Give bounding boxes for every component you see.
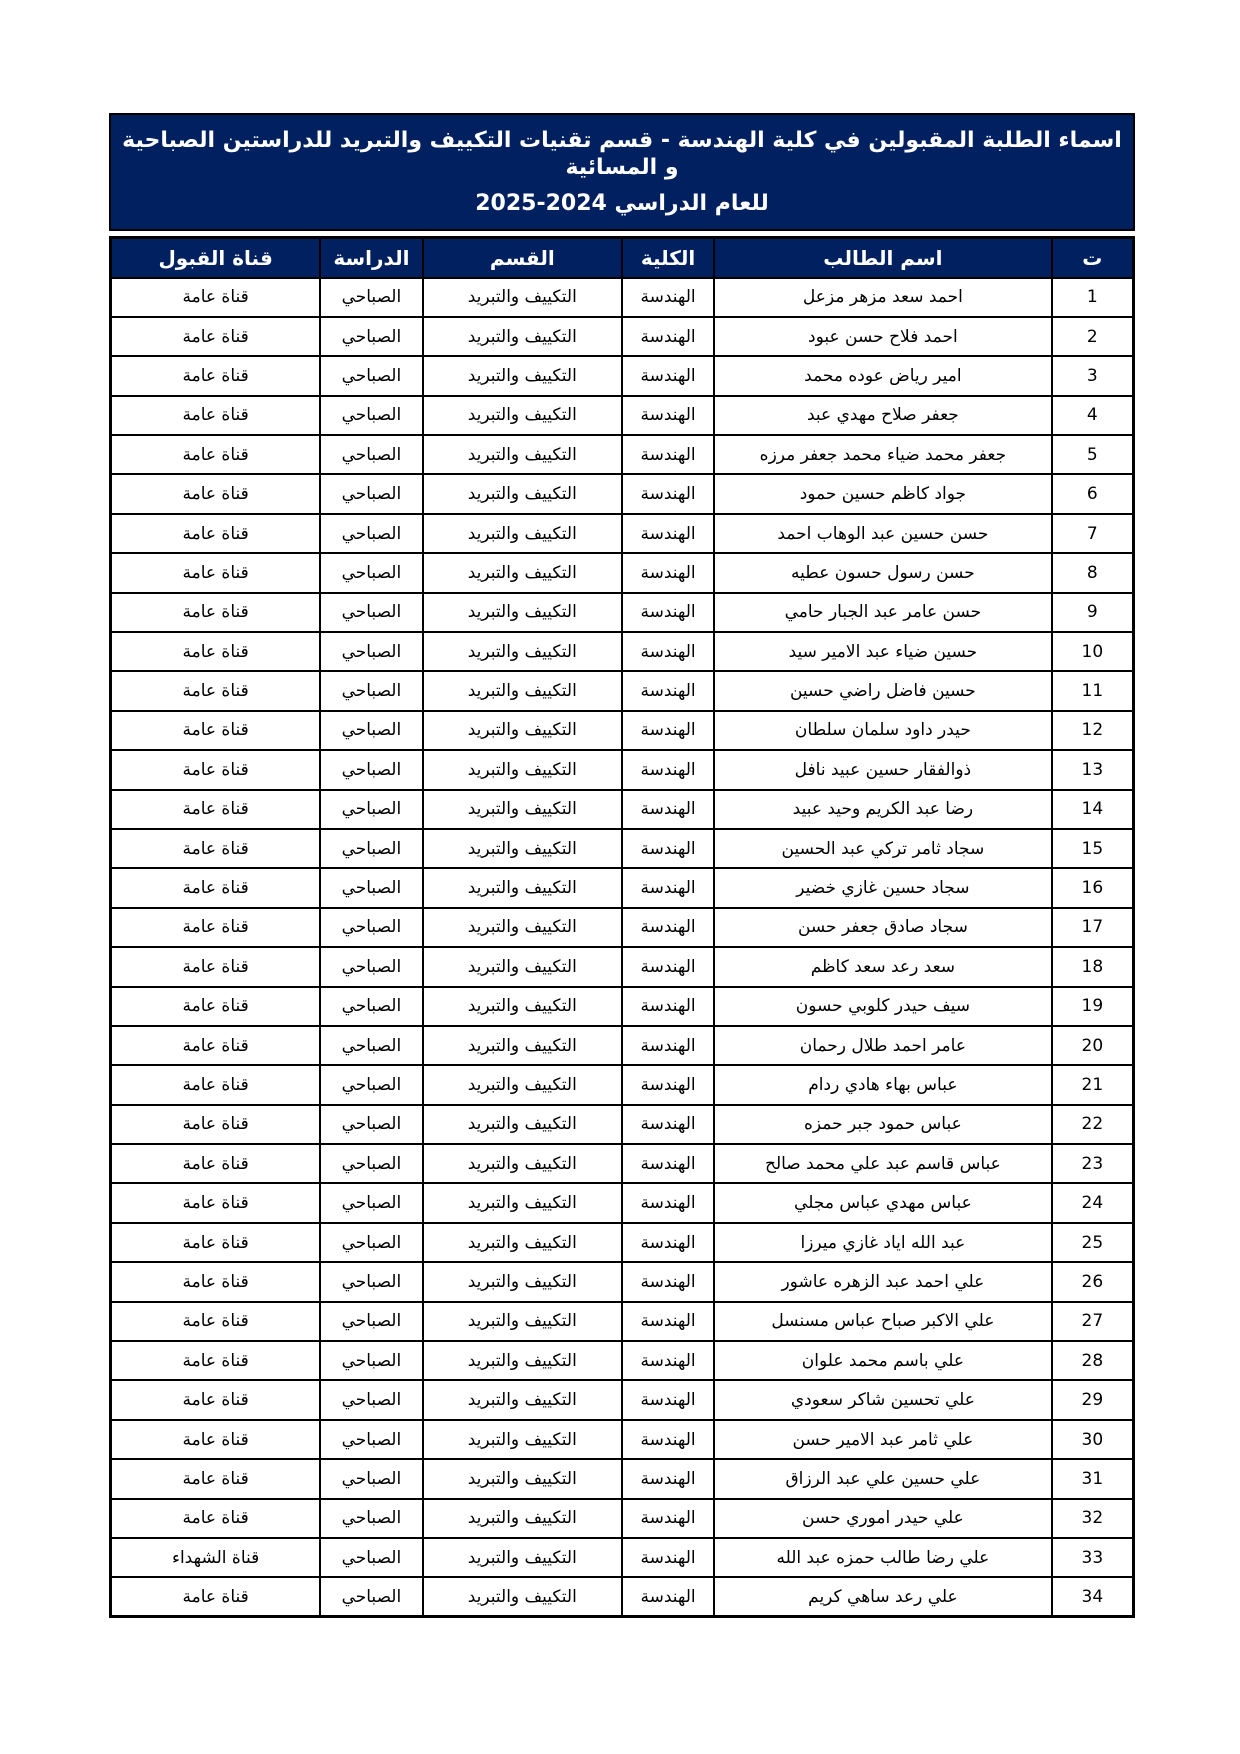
table-row <box>111 632 1134 671</box>
cell-channel: قناة عامة <box>111 1577 321 1616</box>
cell-dept: التكييف والتبريد <box>423 1065 622 1104</box>
cell-college: الهندسة <box>622 632 714 671</box>
cell-dept: التكييف والتبريد <box>423 908 622 947</box>
cell-no: 9 <box>1052 593 1134 632</box>
cell-name: عبد الله اياد غازي ميرزا <box>714 1223 1052 1262</box>
column-header-no: ت <box>1052 238 1134 278</box>
cell-college: الهندسة <box>622 317 714 356</box>
cell-college: الهندسة <box>622 1065 714 1104</box>
cell-name: حسين ضياء عبد الامير سيد <box>714 632 1052 671</box>
cell-name: سجاد صادق جعفر حسن <box>714 908 1052 947</box>
cell-name: ذوالفقار حسين عبيد نافل <box>714 750 1052 789</box>
cell-no: 2 <box>1052 317 1134 356</box>
cell-study: الصباحي <box>320 1538 422 1577</box>
cell-college: الهندسة <box>622 356 714 395</box>
cell-no: 4 <box>1052 396 1134 435</box>
cell-study: الصباحي <box>320 1380 422 1419</box>
cell-channel: قناة عامة <box>111 593 321 632</box>
table-row <box>111 1577 1134 1616</box>
cell-channel: قناة عامة <box>111 1144 321 1183</box>
cell-dept: التكييف والتبريد <box>423 553 622 592</box>
cell-name: علي حيدر اموري حسن <box>714 1499 1052 1538</box>
header-row <box>111 238 1134 278</box>
cell-name: امير رياض عوده محمد <box>714 356 1052 395</box>
cell-dept: التكييف والتبريد <box>423 593 622 632</box>
cell-college: الهندسة <box>622 1262 714 1301</box>
cell-college: الهندسة <box>622 908 714 947</box>
cell-study: الصباحي <box>320 356 422 395</box>
cell-no: 33 <box>1052 1538 1134 1577</box>
cell-channel: قناة عامة <box>111 987 321 1026</box>
cell-study: الصباحي <box>320 278 422 317</box>
cell-dept: التكييف والتبريد <box>423 947 622 986</box>
cell-channel: قناة عامة <box>111 1380 321 1419</box>
table-row <box>111 908 1134 947</box>
cell-no: 1 <box>1052 278 1134 317</box>
cell-name: عامر احمد طلال رحمان <box>714 1026 1052 1065</box>
table-row <box>111 868 1134 907</box>
cell-college: الهندسة <box>622 987 714 1026</box>
cell-college: الهندسة <box>622 1341 714 1380</box>
cell-no: 26 <box>1052 1262 1134 1301</box>
cell-college: الهندسة <box>622 435 714 474</box>
cell-study: الصباحي <box>320 671 422 710</box>
cell-channel: قناة عامة <box>111 514 321 553</box>
cell-study: الصباحي <box>320 1577 422 1616</box>
cell-no: 28 <box>1052 1341 1134 1380</box>
cell-college: الهندسة <box>622 1538 714 1577</box>
cell-no: 30 <box>1052 1420 1134 1459</box>
cell-study: الصباحي <box>320 868 422 907</box>
cell-name: سجاد ثامر تركي عبد الحسين <box>714 829 1052 868</box>
cell-channel: قناة عامة <box>111 1499 321 1538</box>
cell-channel: قناة عامة <box>111 435 321 474</box>
cell-study: الصباحي <box>320 790 422 829</box>
cell-no: 11 <box>1052 671 1134 710</box>
table-row <box>111 514 1134 553</box>
cell-channel: قناة عامة <box>111 1262 321 1301</box>
cell-no: 32 <box>1052 1499 1134 1538</box>
cell-no: 22 <box>1052 1105 1134 1144</box>
cell-no: 29 <box>1052 1380 1134 1419</box>
cell-channel: قناة عامة <box>111 396 321 435</box>
cell-no: 21 <box>1052 1065 1134 1104</box>
cell-dept: التكييف والتبريد <box>423 1302 622 1341</box>
column-header-dept: القسم <box>423 238 622 278</box>
cell-dept: التكييف والتبريد <box>423 711 622 750</box>
cell-channel: قناة عامة <box>111 1065 321 1104</box>
table-row <box>111 1026 1134 1065</box>
table-row <box>111 1105 1134 1144</box>
table-row <box>111 987 1134 1026</box>
cell-study: الصباحي <box>320 1105 422 1144</box>
table-row <box>111 1380 1134 1419</box>
cell-college: الهندسة <box>622 1026 714 1065</box>
cell-name: عباس مهدي عباس مجلي <box>714 1183 1052 1222</box>
table-row <box>111 1065 1134 1104</box>
cell-name: حيدر داود سلمان سلطان <box>714 711 1052 750</box>
cell-channel: قناة عامة <box>111 908 321 947</box>
cell-study: الصباحي <box>320 1223 422 1262</box>
column-header-name: اسم الطالب <box>714 238 1052 278</box>
cell-name: علي تحسين شاكر سعودي <box>714 1380 1052 1419</box>
cell-name: احمد فلاح حسن عبود <box>714 317 1052 356</box>
cell-dept: التكييف والتبريد <box>423 1420 622 1459</box>
cell-no: 10 <box>1052 632 1134 671</box>
cell-college: الهندسة <box>622 711 714 750</box>
table-row <box>111 671 1134 710</box>
column-header-channel: قناة القبول <box>111 238 321 278</box>
cell-name: سيف حيدر كلوبي حسون <box>714 987 1052 1026</box>
cell-name: علي ثامر عبد الامير حسن <box>714 1420 1052 1459</box>
cell-no: 15 <box>1052 829 1134 868</box>
table-row <box>111 278 1134 317</box>
table-row <box>111 750 1134 789</box>
cell-channel: قناة عامة <box>111 790 321 829</box>
cell-channel: قناة عامة <box>111 356 321 395</box>
cell-dept: التكييف والتبريد <box>423 1538 622 1577</box>
cell-channel: قناة عامة <box>111 474 321 513</box>
document-title <box>109 113 1135 231</box>
cell-study: الصباحي <box>320 396 422 435</box>
table-row <box>111 1262 1134 1301</box>
cell-dept: التكييف والتبريد <box>423 396 622 435</box>
cell-no: 13 <box>1052 750 1134 789</box>
cell-dept: التكييف والتبريد <box>423 987 622 1026</box>
title-line-2: للعام الدراسي 2024‏-‏2025 <box>475 190 769 216</box>
table-row <box>111 1420 1134 1459</box>
cell-channel: قناة عامة <box>111 1223 321 1262</box>
cell-no: 16 <box>1052 868 1134 907</box>
column-header-study: الدراسة <box>320 238 422 278</box>
cell-college: الهندسة <box>622 1183 714 1222</box>
cell-study: الصباحي <box>320 711 422 750</box>
document-sheet <box>109 113 1135 1618</box>
cell-name: جعفر محمد ضياء محمد جعفر مرزه <box>714 435 1052 474</box>
cell-study: الصباحي <box>320 632 422 671</box>
table-row <box>111 1538 1134 1577</box>
cell-study: الصباحي <box>320 593 422 632</box>
cell-channel: قناة عامة <box>111 1459 321 1498</box>
cell-no: 19 <box>1052 987 1134 1026</box>
cell-college: الهندسة <box>622 1499 714 1538</box>
cell-college: الهندسة <box>622 474 714 513</box>
cell-name: علي الاكبر صباح عباس مسنسل <box>714 1302 1052 1341</box>
cell-no: 27 <box>1052 1302 1134 1341</box>
cell-name: رضا عبد الكريم وحيد عبيد <box>714 790 1052 829</box>
cell-study: الصباحي <box>320 553 422 592</box>
cell-no: 18 <box>1052 947 1134 986</box>
cell-channel: قناة عامة <box>111 947 321 986</box>
cell-college: الهندسة <box>622 1420 714 1459</box>
table-body <box>111 278 1134 1617</box>
cell-dept: التكييف والتبريد <box>423 829 622 868</box>
cell-study: الصباحي <box>320 750 422 789</box>
cell-no: 17 <box>1052 908 1134 947</box>
cell-channel: قناة عامة <box>111 829 321 868</box>
cell-name: احمد سعد مزهر مزعل <box>714 278 1052 317</box>
cell-name: جواد كاظم حسين حمود <box>714 474 1052 513</box>
cell-name: عباس حمود جبر حمزه <box>714 1105 1052 1144</box>
cell-dept: التكييف والتبريد <box>423 1577 622 1616</box>
cell-dept: التكييف والتبريد <box>423 278 622 317</box>
cell-dept: التكييف والتبريد <box>423 1341 622 1380</box>
cell-study: الصباحي <box>320 1262 422 1301</box>
cell-study: الصباحي <box>320 987 422 1026</box>
cell-college: الهندسة <box>622 593 714 632</box>
cell-study: الصباحي <box>320 1065 422 1104</box>
cell-college: الهندسة <box>622 1302 714 1341</box>
table-row <box>111 1183 1134 1222</box>
cell-study: الصباحي <box>320 1183 422 1222</box>
table-row <box>111 435 1134 474</box>
cell-study: الصباحي <box>320 908 422 947</box>
cell-dept: التكييف والتبريد <box>423 1026 622 1065</box>
cell-college: الهندسة <box>622 1105 714 1144</box>
cell-channel: قناة عامة <box>111 750 321 789</box>
cell-name: علي باسم محمد علوان <box>714 1341 1052 1380</box>
table-row <box>111 711 1134 750</box>
cell-name: حسن عامر عبد الجبار حامي <box>714 593 1052 632</box>
table-row <box>111 790 1134 829</box>
cell-college: الهندسة <box>622 829 714 868</box>
cell-college: الهندسة <box>622 1223 714 1262</box>
cell-dept: التكييف والتبريد <box>423 1105 622 1144</box>
cell-college: الهندسة <box>622 750 714 789</box>
table-row <box>111 396 1134 435</box>
cell-college: الهندسة <box>622 1459 714 1498</box>
cell-channel: قناة عامة <box>111 1302 321 1341</box>
cell-study: الصباحي <box>320 317 422 356</box>
cell-study: الصباحي <box>320 1420 422 1459</box>
cell-dept: التكييف والتبريد <box>423 1262 622 1301</box>
cell-no: 6 <box>1052 474 1134 513</box>
table-row <box>111 1499 1134 1538</box>
table-row <box>111 1144 1134 1183</box>
cell-college: الهندسة <box>622 671 714 710</box>
cell-college: الهندسة <box>622 1380 714 1419</box>
cell-name: جعفر صلاح مهدي عبد <box>714 396 1052 435</box>
cell-dept: التكييف والتبريد <box>423 356 622 395</box>
cell-no: 24 <box>1052 1183 1134 1222</box>
cell-channel: قناة عامة <box>111 632 321 671</box>
cell-dept: التكييف والتبريد <box>423 868 622 907</box>
cell-channel: قناة عامة <box>111 317 321 356</box>
cell-name: علي حسين علي عبد الرزاق <box>714 1459 1052 1498</box>
cell-college: الهندسة <box>622 514 714 553</box>
cell-dept: التكييف والتبريد <box>423 317 622 356</box>
cell-no: 3 <box>1052 356 1134 395</box>
cell-study: الصباحي <box>320 1026 422 1065</box>
table-row <box>111 553 1134 592</box>
cell-college: الهندسة <box>622 278 714 317</box>
cell-name: عباس بهاء هادي ردام <box>714 1065 1052 1104</box>
cell-no: 25 <box>1052 1223 1134 1262</box>
cell-no: 12 <box>1052 711 1134 750</box>
cell-study: الصباحي <box>320 514 422 553</box>
table-head <box>111 238 1134 278</box>
cell-channel: قناة عامة <box>111 1183 321 1222</box>
cell-dept: التكييف والتبريد <box>423 1183 622 1222</box>
cell-dept: التكييف والتبريد <box>423 1144 622 1183</box>
cell-channel: قناة عامة <box>111 1026 321 1065</box>
cell-channel: قناة عامة <box>111 868 321 907</box>
cell-college: الهندسة <box>622 553 714 592</box>
cell-dept: التكييف والتبريد <box>423 435 622 474</box>
cell-name: حسين فاضل راضي حسين <box>714 671 1052 710</box>
table-row <box>111 829 1134 868</box>
cell-no: 20 <box>1052 1026 1134 1065</box>
cell-channel: قناة عامة <box>111 1420 321 1459</box>
cell-dept: التكييف والتبريد <box>423 1499 622 1538</box>
table-row <box>111 1341 1134 1380</box>
cell-channel: قناة عامة <box>111 711 321 750</box>
cell-study: الصباحي <box>320 1144 422 1183</box>
cell-college: الهندسة <box>622 868 714 907</box>
cell-study: الصباحي <box>320 947 422 986</box>
cell-channel: قناة عامة <box>111 671 321 710</box>
cell-college: الهندسة <box>622 396 714 435</box>
cell-dept: التكييف والتبريد <box>423 514 622 553</box>
table-row <box>111 593 1134 632</box>
cell-no: 8 <box>1052 553 1134 592</box>
cell-study: الصباحي <box>320 829 422 868</box>
table-row <box>111 947 1134 986</box>
table-row <box>111 1302 1134 1341</box>
cell-no: 5 <box>1052 435 1134 474</box>
cell-no: 34 <box>1052 1577 1134 1616</box>
cell-name: علي رعد ساهي كريم <box>714 1577 1052 1616</box>
cell-study: الصباحي <box>320 1341 422 1380</box>
cell-dept: التكييف والتبريد <box>423 1380 622 1419</box>
cell-dept: التكييف والتبريد <box>423 750 622 789</box>
cell-no: 23 <box>1052 1144 1134 1183</box>
cell-channel: قناة عامة <box>111 553 321 592</box>
cell-college: الهندسة <box>622 947 714 986</box>
cell-no: 14 <box>1052 790 1134 829</box>
cell-name: سعد رعد سعد كاظم <box>714 947 1052 986</box>
cell-name: علي احمد عبد الزهره عاشور <box>714 1262 1052 1301</box>
cell-dept: التكييف والتبريد <box>423 790 622 829</box>
cell-no: 7 <box>1052 514 1134 553</box>
cell-dept: التكييف والتبريد <box>423 671 622 710</box>
cell-dept: التكييف والتبريد <box>423 474 622 513</box>
cell-name: سجاد حسين غازي خضير <box>714 868 1052 907</box>
cell-channel: قناة عامة <box>111 278 321 317</box>
cell-name: حسن حسين عبد الوهاب احمد <box>714 514 1052 553</box>
cell-study: الصباحي <box>320 1302 422 1341</box>
cell-dept: التكييف والتبريد <box>423 632 622 671</box>
cell-study: الصباحي <box>320 1499 422 1538</box>
cell-channel: قناة عامة <box>111 1341 321 1380</box>
cell-study: الصباحي <box>320 474 422 513</box>
cell-channel: قناة عامة <box>111 1105 321 1144</box>
cell-channel: قناة الشهداء <box>111 1538 321 1577</box>
cell-no: 31 <box>1052 1459 1134 1498</box>
cell-dept: التكييف والتبريد <box>423 1223 622 1262</box>
table-row <box>111 1459 1134 1498</box>
cell-dept: التكييف والتبريد <box>423 1459 622 1498</box>
table-row <box>111 474 1134 513</box>
cell-study: الصباحي <box>320 435 422 474</box>
cell-college: الهندسة <box>622 790 714 829</box>
cell-college: الهندسة <box>622 1577 714 1616</box>
table-row <box>111 1223 1134 1262</box>
column-header-college: الكلية <box>622 238 714 278</box>
cell-name: علي رضا طالب حمزه عبد الله <box>714 1538 1052 1577</box>
cell-name: حسن رسول حسون عطيه <box>714 553 1052 592</box>
students-table <box>109 236 1135 1618</box>
cell-study: الصباحي <box>320 1459 422 1498</box>
title-line-1: اسماء الطلبة المقبولين في كلية الهندسة - قسم تقنيات التكييف والتبريد للدراستين الصباحية و المسائية <box>122 127 1122 181</box>
table-row <box>111 356 1134 395</box>
table-row <box>111 317 1134 356</box>
cell-college: الهندسة <box>622 1144 714 1183</box>
cell-name: عباس قاسم عبد علي محمد صالح <box>714 1144 1052 1183</box>
